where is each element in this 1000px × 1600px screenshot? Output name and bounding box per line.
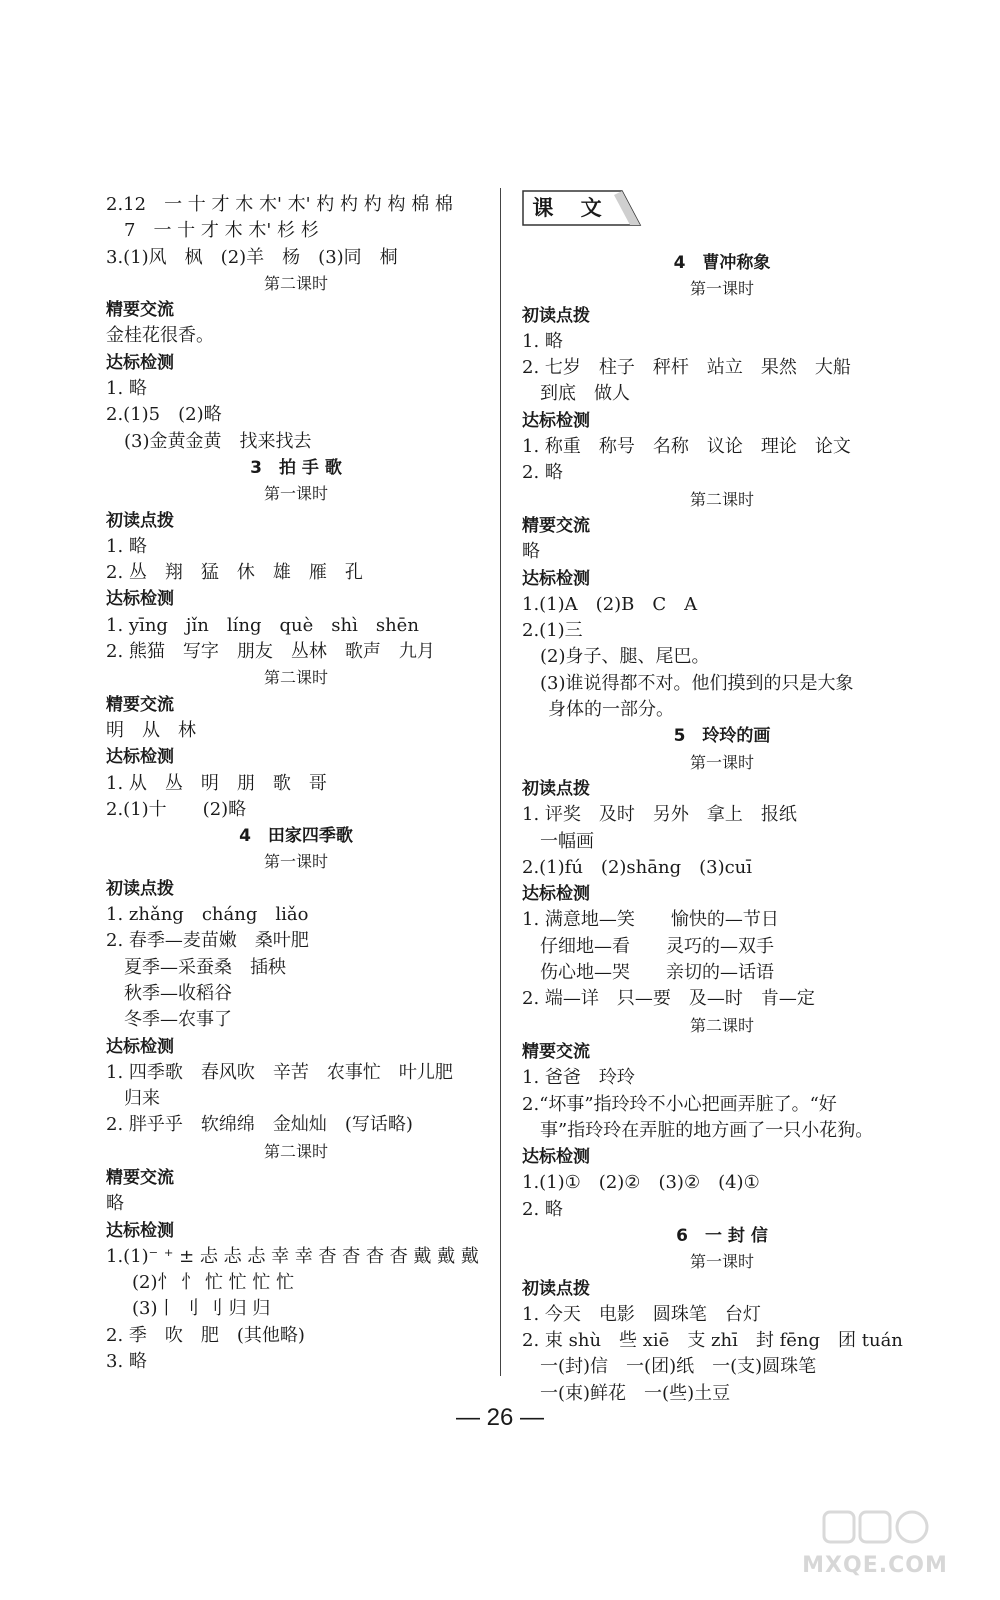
answer-line: 事”指玲玲在弄脏的地方画了一只小花狗。 — [540, 1119, 874, 1141]
period-label: 第二课时 — [263, 1141, 328, 1161]
answer-line: 2. 束 shù 些 xiē 支 zhī 封 fēng 团 tuán — [522, 1330, 903, 1352]
section-heading: 精要交流 — [106, 300, 174, 321]
answer-line: 1. zhǎng cháng liǎo — [106, 904, 309, 926]
answer-line: 明 从 林 — [106, 719, 196, 741]
banner-title: 课 文 — [532, 196, 612, 220]
period-label: 第一课时 — [263, 484, 328, 504]
answer-line: 2.(1)十 (2)略 — [106, 798, 247, 820]
answer-line: (2)忄 忄 忙 忙 忙 忙 — [132, 1272, 295, 1294]
left-column — [106, 192, 486, 1375]
answer-line: 冬季—农事了 — [124, 1009, 232, 1031]
right-column — [522, 250, 922, 1407]
period-label: 第一课时 — [263, 852, 328, 872]
answer-line: 夏季—采蚕桑 插秧 — [124, 956, 286, 978]
answer-line: 1.(1)⁻ ⁺ ± 忐 忐 忐 幸 幸 杳 杳 杳 杳 戴 戴 戴 — [106, 1245, 479, 1267]
section-heading: 达标检测 — [522, 1147, 590, 1168]
answer-line: 2. 季 吹 肥 (其他略) — [106, 1324, 305, 1346]
answer-line: 到底 做人 — [540, 383, 630, 405]
answer-line: 1.(1)① (2)② (3)② (4)① — [522, 1172, 760, 1194]
answer-line: 3.(1)风 枫 (2)羊 杨 (3)同 桐 — [106, 246, 398, 268]
watermark-text: MXQE.COM — [802, 1553, 948, 1578]
section-banner — [522, 190, 642, 226]
answer-line: 1. 四季歌 春风吹 辛苦 农事忙 叶儿肥 — [106, 1061, 453, 1083]
section-heading: 达标检测 — [106, 1220, 174, 1241]
answer-line: 3. 略 — [106, 1351, 147, 1373]
period-label: 第二课时 — [689, 489, 754, 509]
section-heading: 精要交流 — [106, 1167, 174, 1188]
answer-line: 2. 略 — [522, 462, 563, 484]
section-heading: 初读点拨 — [522, 778, 590, 799]
answer-line: 2.12 一 十 才 木 木' 木' 杓 杓 杓 构 棉 棉 — [106, 194, 453, 215]
answer-line: 2.(1)fú (2)shāng (3)cuī — [522, 856, 753, 878]
answer-line: 1. 评奖 及时 另外 拿上 报纸 — [522, 804, 797, 826]
section-heading: 达标检测 — [106, 747, 174, 768]
answer-line: 1. 略 — [106, 535, 147, 557]
answer-line: (3)金黄金黄 找来找去 — [124, 430, 312, 452]
answer-line: 1. 略 — [522, 330, 563, 352]
answer-line: (3)谁说得都不对。他们摸到的只是大象 — [540, 672, 854, 694]
answer-line: 1. yīng jǐn líng què shì shēn — [106, 614, 419, 636]
period-label: 第二课时 — [263, 668, 328, 688]
lesson-title: 6 一 封 信 — [676, 1225, 768, 1246]
lesson-title: 5 玲玲的画 — [673, 726, 771, 747]
section-heading: 达标检测 — [106, 1036, 174, 1057]
answer-line: (3)丨 刂 刂 归 归 — [132, 1298, 271, 1320]
watermark-logo-icon — [820, 1508, 930, 1548]
answer-line: 2. 丛 翔 猛 休 雄 雁 孔 — [106, 562, 363, 584]
answer-line: 1. 称重 称号 名称 议论 理论 论文 — [522, 436, 851, 458]
section-heading: 初读点拨 — [106, 878, 174, 899]
answer-line: 伤心地—哭 亲切的—话语 — [540, 962, 774, 984]
section-heading: 精要交流 — [106, 694, 174, 715]
answer-line: 1. 从 丛 明 朋 歌 哥 — [106, 772, 327, 794]
answer-line: 7 一 十 才 木 木' 杉 杉 — [124, 220, 319, 242]
answer-line: 一幅画 — [540, 830, 594, 852]
page-number: — 26 — — [455, 1404, 545, 1431]
answer-line: 2.“坏事”指玲玲不小心把画弄脏了。“好 — [522, 1093, 837, 1115]
answer-line: 身体的一部分。 — [548, 699, 674, 721]
answer-line: 2. 七岁 柱子 秤杆 站立 果然 大船 — [522, 357, 851, 379]
answer-line: 2. 春季—麦苗嫩 桑叶肥 — [106, 930, 309, 952]
period-label: 第一课时 — [689, 752, 754, 772]
answer-line: 2.(1)5 (2)略 — [106, 404, 222, 426]
period-label: 第一课时 — [689, 279, 754, 299]
section-heading: 初读点拨 — [522, 305, 590, 326]
answer-line: 2. 胖乎乎 软绵绵 金灿灿 (写话略) — [106, 1114, 413, 1136]
answer-line: 2. 略 — [522, 1198, 563, 1220]
section-heading: 达标检测 — [522, 410, 590, 431]
section-heading: 达标检测 — [522, 884, 590, 905]
answer-line: 金桂花很香。 — [106, 325, 214, 347]
answer-line: 归来 — [124, 1088, 160, 1110]
section-heading: 达标检测 — [522, 568, 590, 589]
answer-line: 2.(1)三 — [522, 620, 583, 642]
answer-line: 2. 熊猫 写字 朋友 丛林 歌声 九月 — [106, 641, 435, 663]
answer-line: 1. 爸爸 玲玲 — [522, 1067, 635, 1089]
answer-line: 略 — [106, 1193, 124, 1215]
answer-line: 秋季—收稻谷 — [124, 982, 232, 1004]
column-divider — [500, 188, 501, 1376]
section-heading: 达标检测 — [106, 352, 174, 373]
answer-line: 2. 端—详 只—要 及—时 肯—定 — [522, 988, 815, 1010]
section-heading: 精要交流 — [522, 515, 590, 536]
answer-line: 1. 今天 电影 圆珠笔 台灯 — [522, 1303, 761, 1325]
period-label: 第二课时 — [689, 1015, 754, 1035]
answer-line: 1. 略 — [106, 378, 147, 400]
answer-line: 一(封)信 一(团)纸 一(支)圆珠笔 — [540, 1356, 817, 1378]
period-label: 第二课时 — [263, 273, 328, 293]
answer-line: 仔细地—看 灵巧的—双手 — [540, 935, 774, 957]
answer-line: 略 — [522, 541, 540, 563]
lesson-title: 4 田家四季歌 — [239, 826, 353, 847]
lesson-title: 3 拍 手 歌 — [250, 457, 342, 478]
answer-line: 1. 满意地—笑 愉快的—节日 — [522, 909, 779, 931]
lesson-title: 4 曹冲称象 — [673, 253, 771, 273]
section-heading: 精要交流 — [522, 1041, 590, 1062]
period-label: 第一课时 — [689, 1252, 754, 1272]
section-heading: 初读点拨 — [522, 1278, 590, 1299]
answer-line: 一(束)鲜花 一(些)土豆 — [540, 1382, 731, 1404]
section-heading: 初读点拨 — [106, 510, 174, 531]
answer-line: (2)身子、腿、尾巴。 — [540, 646, 710, 668]
watermark — [780, 1508, 970, 1578]
answer-line: 1.(1)A (2)B C A — [522, 593, 698, 615]
section-heading: 达标检测 — [106, 589, 174, 610]
